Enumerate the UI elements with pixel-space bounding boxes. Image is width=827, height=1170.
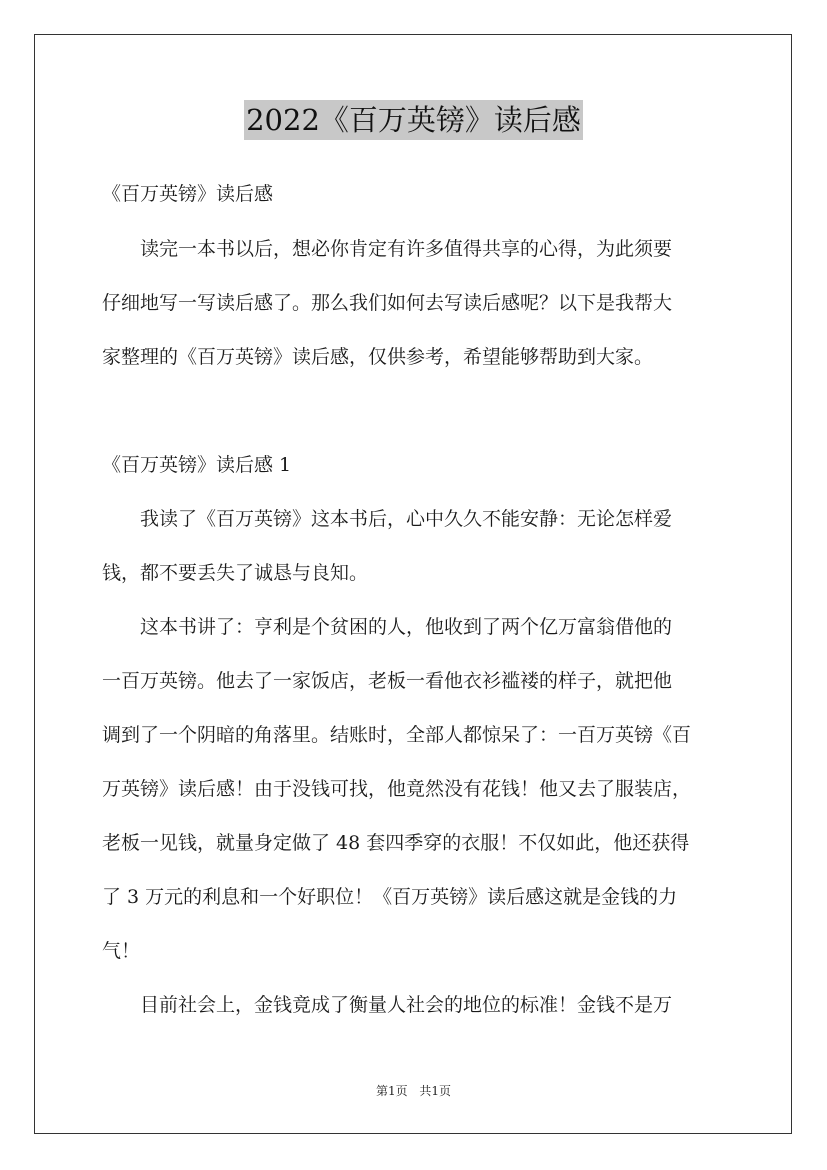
title-container <box>0 100 827 140</box>
body-line: 老板一见钱，就量身定做了 48 套四季穿的衣服！不仅如此，他还获得 <box>102 832 690 854</box>
body-line: 气！ <box>102 940 141 962</box>
intro-heading: 《百万英镑》读后感 <box>102 183 274 205</box>
section1-heading: 《百万英镑》读后感 1 <box>102 454 292 476</box>
body-line: 这本书讲了：亨利是个贫困的人，他收到了两个亿万富翁借他的 <box>102 616 673 638</box>
document-title: 2022《百万英镑》读后感 <box>244 100 583 140</box>
body-line: 调到了一个阴暗的角落里。结账时，全部人都惊呆了：一百万英镑《百 <box>102 724 692 746</box>
body-line: 万英镑》读后感！由于没钱可找，他竟然没有花钱！他又去了服装店， <box>102 778 692 800</box>
intro-line: 仔细地写一写读后感了。那么我们如何去写读后感呢？以下是我帮大 <box>102 292 673 314</box>
page-footer <box>0 1083 827 1099</box>
body-line: 钱，都不要丢失了诚恳与良知。 <box>102 562 369 584</box>
body-line: 一百万英镑。他去了一家饭店，老板一看他衣衫褴褛的样子，就把他 <box>102 670 673 692</box>
page-total: 共1页 <box>419 1084 452 1098</box>
intro-line: 家整理的《百万英镑》读后感，仅供参考，希望能够帮助到大家。 <box>102 346 654 368</box>
intro-line: 读完一本书以后，想必你肯定有许多值得共享的心得，为此须要 <box>102 238 673 260</box>
page-number: 第1页 <box>375 1084 408 1098</box>
body-line: 我读了《百万英镑》这本书后，心中久久不能安静：无论怎样爱 <box>102 508 673 530</box>
body-line: 了 3 万元的利息和一个好职位！《百万英镑》读后感这就是金钱的力 <box>102 886 678 908</box>
body-line: 目前社会上，金钱竟成了衡量人社会的地位的标准！金钱不是万 <box>102 994 673 1016</box>
